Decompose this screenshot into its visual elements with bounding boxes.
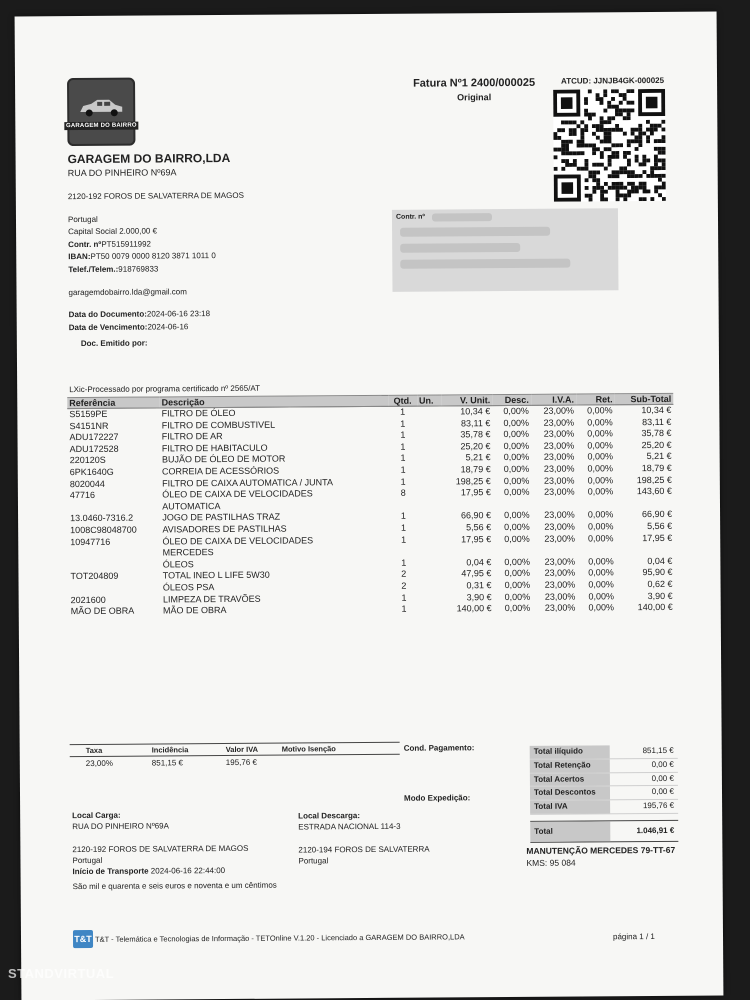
totals-row [530, 772, 678, 787]
table-cell: 23,00% [544, 521, 575, 532]
table-cell: 23,00% [544, 567, 576, 579]
table-cell: TOTAL INEO L LIFE 5W30 [162, 570, 270, 581]
table-cell: 0,00% [588, 590, 614, 601]
company-contr: Contr. nºPT515911992 [68, 239, 152, 249]
table-cell: 25,20 € [460, 440, 491, 452]
invoice-header [413, 77, 535, 103]
table-cell: 0,00% [588, 567, 614, 578]
table-cell: 23,00% [543, 428, 575, 439]
column-header: Referência [67, 397, 159, 409]
table-cell [493, 499, 532, 511]
totals-label: Total Descontos [530, 787, 610, 800]
table-cell: 0,00% [503, 440, 530, 451]
table-cell: ADU172528 [69, 443, 119, 454]
unload-street: ESTRADA NACIONAL 114-3 [298, 821, 401, 832]
table-cell [531, 498, 576, 510]
grand-total-label: Total [530, 821, 610, 842]
table-cell [418, 580, 442, 592]
table-cell: 0,00% [504, 533, 530, 544]
table-cell [418, 604, 442, 616]
table-cell: 0,00% [504, 556, 530, 567]
table-cell: 3,90 € [466, 591, 492, 602]
redacted-block [400, 259, 570, 269]
table-cell: 10,34 € [460, 406, 491, 417]
table-cell: 25,20 € [641, 439, 672, 450]
table-cell: 0,00% [587, 428, 613, 439]
table-cell [577, 544, 616, 556]
totals-box [530, 745, 679, 843]
tax-header-cell: Valor IVA [225, 744, 259, 755]
table-cell: S5159PE [69, 408, 108, 420]
table-cell: 0,00% [587, 509, 614, 520]
column-header: Qtd. [388, 395, 417, 406]
company-email: garagemdobairro.lda@gmail.com [68, 286, 187, 297]
totals-value: 851,15 € [642, 745, 674, 756]
table-cell: 2021600 [70, 594, 106, 605]
qr-code [553, 89, 666, 202]
table-cell: 23,00% [543, 405, 575, 416]
totals-value: 0,00 € [651, 787, 675, 797]
table-cell: 17,95 € [460, 487, 491, 498]
table-cell: 0,00% [588, 556, 614, 567]
software-footer [73, 927, 465, 948]
page-number: página 1 / 1 [612, 932, 655, 942]
table-cell: 0,00% [503, 487, 530, 498]
table-cell: 18,79 € [460, 464, 491, 475]
company-country: Portugal [67, 214, 98, 224]
table-cell: 3,90 € [647, 590, 673, 601]
table-cell: 23,00% [543, 417, 575, 428]
due-date: Data de Vencimento:2024-06-16 [68, 322, 189, 332]
tax-value-cell: 851,15 € [151, 758, 183, 768]
table-cell: 17,95 € [642, 532, 673, 543]
table-cell [442, 499, 493, 511]
company-details [68, 190, 245, 335]
table-cell [417, 406, 441, 418]
table-cell [577, 498, 616, 510]
tax-header-cell: Taxa [85, 745, 103, 755]
tax-header-cell: Incidência [151, 745, 189, 755]
table-cell: 0,04 € [466, 556, 492, 568]
table-cell: FILTRO DE HABITACULO [161, 442, 268, 454]
load-location [72, 809, 277, 892]
doc-date: Data do Documento:2024-06-16 23:18 [68, 309, 211, 320]
table-cell: MERCEDES [162, 547, 214, 558]
table-cell [68, 559, 160, 571]
table-cell [418, 557, 442, 569]
table-cell: 83,11 € [460, 417, 491, 428]
client-box [392, 208, 619, 292]
redacted-block [432, 213, 492, 221]
grand-total [530, 820, 678, 843]
table-cell: AUTOMATICA [162, 500, 221, 512]
column-header: Un. [417, 395, 441, 406]
table-cell: 23,00% [543, 451, 575, 463]
table-cell: 0,00% [503, 405, 529, 417]
table-body [67, 404, 674, 617]
table-cell: 6PK1640G [69, 466, 114, 478]
table-cell: 23,00% [544, 556, 576, 567]
table-cell [442, 545, 493, 557]
table-cell: 198,25 € [455, 475, 491, 486]
table-cell: CORREIA DE ACESSÓRIOS [161, 465, 280, 477]
table-cell: 0,62 € [647, 578, 673, 589]
table-cell [615, 498, 674, 510]
table-cell [417, 441, 441, 453]
tax-row [70, 755, 400, 768]
table-cell: 0,00% [504, 602, 531, 614]
column-header: Desc. [492, 394, 531, 405]
client-contr-label: Contr. nº [395, 213, 426, 221]
table-cell: 0,00% [587, 486, 614, 497]
table-cell: 1 [400, 511, 406, 522]
vehicle-line1: MANUTENÇÃO MERCEDES 79-TT-67 [526, 844, 676, 856]
table-cell: 35,78 € [641, 428, 672, 439]
table-cell: FILTRO DE CAIXA AUTOMATICA / JUNTA [162, 476, 334, 489]
load-label: Local Carga: [72, 810, 121, 821]
unload-label: Local Descarga: [298, 811, 361, 821]
watermark: STANDVIRTUAL [8, 966, 115, 981]
table-cell: 0,00% [587, 463, 614, 474]
table-cell: 1 [401, 592, 407, 603]
tax-value-cell [266, 758, 282, 767]
vehicle-info [526, 844, 675, 869]
totals-row [530, 745, 678, 760]
table-cell: 0,00% [503, 417, 530, 428]
table-cell: FILTRO DE AR [161, 431, 223, 442]
tax-header-cell: Motivo Isenção [281, 744, 336, 754]
table-cell: 220120S [69, 455, 106, 466]
table-cell [417, 464, 441, 476]
table-cell: 0,00% [587, 521, 614, 532]
payment-condition-label: Cond. Pagamento: [403, 743, 475, 753]
table-cell: 0,04 € [647, 555, 673, 566]
table-cell [418, 522, 442, 534]
column-header: I.V.A. [531, 394, 576, 405]
unload-location [298, 810, 430, 867]
table-cell: JOGO DE PASTILHAS TRAZ [162, 511, 281, 523]
table-cell: 35,78 € [460, 429, 491, 440]
table-cell [389, 499, 418, 511]
table-cell: 0,00% [587, 532, 614, 544]
table-cell: ADU172227 [69, 431, 119, 443]
transport-start: Início de Transporte 2024-06-16 22:44:00 [72, 866, 226, 877]
company-name: GARAGEM DO BAIRRO,LDA [67, 150, 231, 167]
table-cell: 0,00% [503, 475, 530, 486]
table-cell: 5,21 € [646, 451, 672, 462]
table-cell: 1 [400, 441, 406, 452]
table-cell: 1 [400, 522, 407, 533]
table-cell: 23,00% [544, 602, 576, 613]
table-cell: 18,79 € [641, 462, 672, 474]
tt-logo-icon: T&T [73, 930, 93, 948]
table-cell [417, 453, 441, 465]
company-capital: Capital Social 2.000,00 € [68, 226, 158, 237]
table-cell: 23,00% [544, 533, 575, 544]
table-cell: MÃO DE OBRA [70, 605, 135, 617]
logo-text: GARAGEM DO BAIRRO [64, 121, 139, 130]
table-cell: BUJÃO DE ÓLEO DE MOTOR [161, 453, 286, 465]
table-cell [418, 592, 442, 604]
table-cell: 0,00% [587, 474, 614, 486]
table-cell: 2 [401, 569, 407, 580]
load-country: Portugal [72, 855, 103, 866]
table-cell: ÓLEOS [162, 558, 194, 570]
totals-row [530, 800, 678, 815]
table-cell: ÓLEO DE CAIXA DE VELOCIDADES [162, 534, 314, 546]
company-iban: IBAN:PT50 0079 0000 8120 3871 1011 0 [68, 251, 216, 262]
table-cell: 0,00% [504, 521, 530, 532]
column-header: Descrição [160, 395, 389, 408]
totals-label: Total ilíquido [530, 745, 610, 758]
table-cell: ÓLEOS PSA [162, 581, 215, 593]
table-cell [418, 511, 442, 523]
table-cell [532, 545, 577, 557]
table-cell: 1 [401, 557, 407, 568]
tax-value-cell: 23,00% [85, 758, 113, 768]
tax-summary [70, 742, 400, 768]
table-cell: 23,00% [544, 509, 575, 521]
table-cell: FILTRO DE ÓLEO [161, 407, 236, 419]
company-phone: Telef./Telem.:918769833 [68, 264, 159, 275]
table-cell: 1 [401, 603, 407, 614]
table-cell: 1 [400, 476, 406, 487]
table-cell: 140,00 € [637, 601, 673, 613]
table-cell [418, 546, 442, 558]
table-cell: 47716 [69, 490, 95, 501]
amount-in-words: São mil e quarenta e seis euros e noventa e um cêntimos [72, 880, 277, 892]
table-cell [417, 476, 441, 488]
table-cell [69, 582, 161, 594]
table-cell: 8020044 [69, 478, 105, 489]
company-street: RUA DO PINHEIRO Nº69A [67, 167, 177, 179]
table-cell: 0,00% [503, 463, 530, 475]
table-cell: 5,21 € [465, 452, 491, 463]
table-cell: 23,00% [543, 475, 575, 486]
table-cell [417, 418, 441, 430]
grand-total-value: 1.046,91 € [636, 825, 675, 836]
table-cell: 0,00% [504, 591, 531, 602]
totals-label: Total Retenção [530, 759, 610, 772]
table-cell: 1 [401, 534, 407, 545]
table-cell: FILTRO DE COMBUSTIVEL [161, 419, 276, 431]
table-cell: 83,11 € [642, 416, 672, 427]
table-cell: 0,31 € [466, 580, 492, 591]
table-cell: 47,95 € [461, 568, 492, 579]
load-street: RUA DO PINHEIRO Nº69A [72, 821, 169, 832]
table-cell [389, 546, 418, 558]
table-cell: 10947716 [70, 536, 111, 547]
invoice-paper [15, 12, 724, 1000]
table-cell: 17,95 € [461, 533, 492, 544]
table-cell: 23,00% [543, 440, 575, 451]
table-cell: 0,00% [503, 429, 530, 440]
invoice-copy: Original [457, 92, 492, 103]
table-cell: 23,00% [544, 591, 576, 602]
company-logo [67, 78, 135, 146]
table-cell: 2 [401, 580, 407, 591]
table-cell: MÃO DE OBRA [162, 605, 227, 616]
unload-country: Portugal [298, 856, 329, 866]
car-icon [77, 96, 125, 118]
table-cell: 0,00% [587, 451, 614, 462]
table-cell: 0,00% [504, 568, 531, 579]
table-cell: 0,00% [503, 452, 530, 463]
table-cell [68, 501, 160, 513]
totals-label: Total IVA [530, 801, 610, 814]
totals-row [530, 786, 678, 801]
table-cell [418, 488, 442, 500]
shipping-mode-label: Modo Expedição: [404, 793, 471, 803]
table-cell [418, 534, 442, 546]
table-cell: 0,00% [504, 510, 530, 521]
table-cell: 5,56 € [466, 522, 492, 533]
redacted-block [400, 227, 550, 237]
footer-text: T&T - Telemática e Tecnologias de Informação - TETOnline V.1.20 - Licenciado a GARAGEM DO BAIRRO,LDA [94, 931, 465, 944]
table-cell: 143,60 € [636, 486, 672, 497]
table-cell: LIMPEZA DE TRAVÕES [162, 593, 261, 604]
column-header: Ret. [576, 394, 615, 405]
totals-value: 0,00 € [651, 773, 674, 783]
table-cell [616, 544, 675, 556]
table-cell: 0,00% [587, 440, 613, 451]
table-cell: 66,90 € [460, 510, 492, 521]
table-cell [493, 545, 532, 557]
table-cell: 0,00% [504, 579, 531, 590]
table-cell: S4151NR [69, 420, 109, 431]
table-cell: 1 [400, 453, 406, 464]
certification-note: LXic-Processado por programa certificado nº 2565/AT [69, 383, 261, 395]
table-cell: 0,00% [588, 602, 615, 613]
table-cell: 5,56 € [647, 520, 673, 531]
table-cell: 23,00% [544, 486, 575, 497]
totals-value: 0,00 € [651, 759, 674, 769]
table-cell: 198,25 € [636, 474, 672, 485]
redacted-block [400, 243, 520, 253]
table-cell: ÓLEO DE CAIXA DE VELOCIDADES [162, 488, 313, 500]
table-cell: 13.0460-7316.2 [70, 512, 134, 524]
table-cell: AVISADORES DE PASTILHAS [162, 523, 287, 535]
column-header: V. Unit. [441, 395, 492, 406]
table-cell: 8 [400, 487, 406, 498]
totals-label: Total Acertos [530, 773, 610, 786]
totals-value: 195,76 € [642, 801, 675, 811]
company-city: 2120-192 FOROS DE SALVATERRA DE MAGOS [67, 190, 244, 202]
table-cell: 10,34 € [641, 404, 672, 416]
atcud-code: ATCUD: JJNJB4GK-000025 [561, 75, 665, 86]
doc-emitted-by: Doc. Emitido por: [80, 338, 148, 349]
table-cell: 95,90 € [642, 567, 673, 578]
table-cell: 66,90 € [641, 509, 673, 520]
invoice-title: Fatura Nº1 2400/000025 [413, 76, 536, 90]
vehicle-line2: KMS: 95 084 [526, 857, 576, 868]
table-cell: 1 [400, 406, 406, 417]
table-cell: 0,00% [587, 405, 613, 416]
unload-city: 2120-194 FOROS DE SALVATERRA [298, 844, 430, 855]
table-cell [418, 569, 442, 581]
table-cell: 23,00% [543, 463, 575, 474]
load-city: 2120-192 FOROS DE SALVATERRA DE MAGOS [72, 843, 249, 855]
table-cell [68, 548, 160, 560]
table-cell: 23,00% [544, 579, 576, 590]
table-cell: 140,00 € [456, 603, 492, 614]
tax-value-cell: 195,76 € [225, 757, 257, 768]
table-cell: 0,00% [587, 416, 613, 428]
totals-row [530, 759, 678, 774]
table-cell: 1 [400, 464, 406, 475]
table-cell [418, 499, 442, 511]
table-cell: 0,00% [588, 579, 614, 590]
table-cell: TOT204809 [70, 571, 119, 582]
items-table [67, 393, 675, 618]
table-cell [417, 430, 441, 442]
table-cell: 1 [400, 418, 406, 429]
table-cell: 1 [400, 429, 406, 440]
table-cell: 1008C98048700 [70, 524, 137, 536]
column-header: Sub-Total [615, 393, 674, 404]
